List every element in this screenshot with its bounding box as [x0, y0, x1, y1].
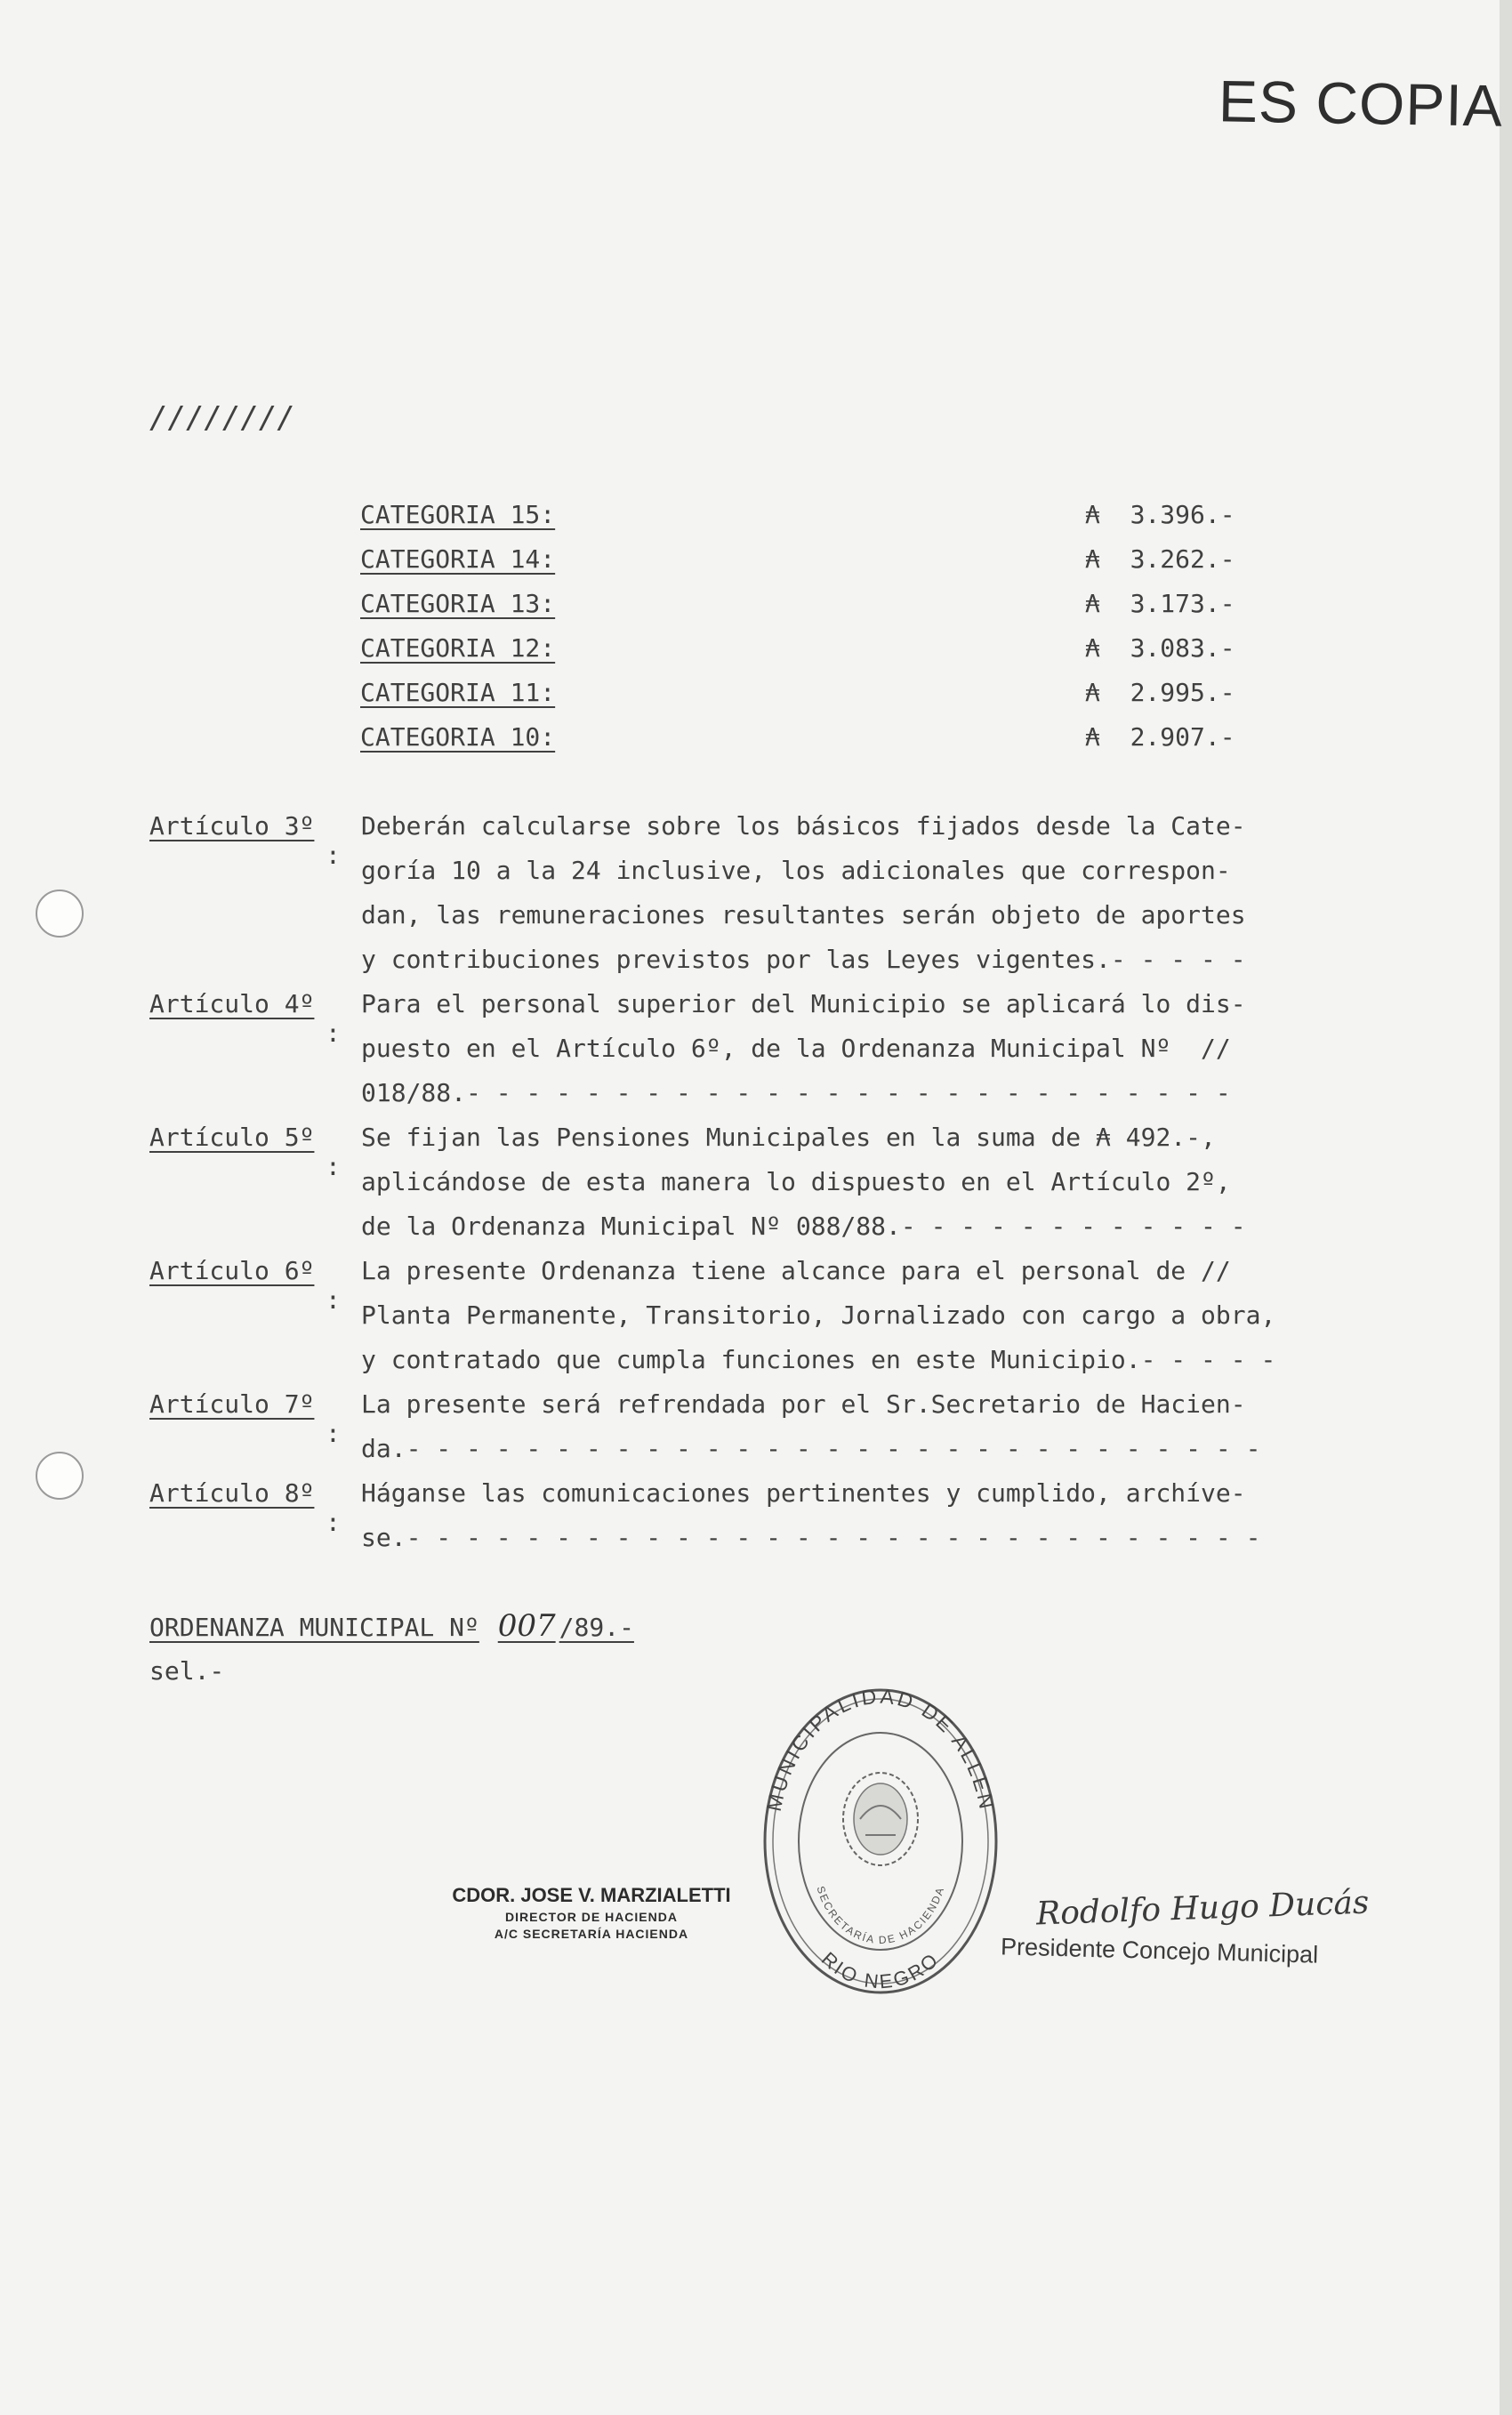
article-colon: : [326, 841, 341, 870]
category-row [360, 589, 1267, 632]
punch-hole-icon [36, 890, 84, 938]
article-label: Artículo 3º [149, 811, 315, 841]
article-line [149, 1345, 1276, 1388]
article-colon: : [326, 1152, 341, 1181]
article-line [149, 856, 1231, 898]
es-copia-stamp: ES COPIA [1218, 68, 1504, 139]
handwritten-signature: Rodolfo Hugo Ducás [1035, 1884, 1370, 1933]
article-colon: : [326, 1419, 341, 1448]
article-line [149, 1523, 1261, 1566]
punch-hole-icon [36, 1452, 84, 1500]
article-line [149, 1256, 1231, 1315]
category-row [360, 544, 1267, 587]
typist-initials: sel.- [149, 1656, 225, 1686]
seal-outer-bottom-text: RIO NEGRO [816, 1947, 945, 1993]
article-label: Artículo 5º [149, 1123, 315, 1152]
ordinance-number-handwritten: 007 [497, 1608, 556, 1644]
article-line [149, 900, 1246, 943]
article-label: Artículo 7º [149, 1389, 315, 1419]
article-text: de la Ordenanza Municipal Nº 088/88.- - - - - - - - - - - - [361, 1212, 1246, 1241]
seal-outer-top-text: MUNICIPALIDAD DE ALLEN [761, 1686, 1000, 1814]
category-amount: ₳ 3.396.- [1085, 500, 1235, 529]
article-text: La presente será refrendada por el Sr.Secretario de Hacien- [361, 1389, 1246, 1419]
category-amount: ₳ 3.262.- [1085, 544, 1235, 574]
svg-text:RIO NEGRO [817, 1947, 944, 1992]
category-label: CATEGORIA 13: [360, 589, 556, 618]
article-label: Artículo 4º [149, 989, 315, 1018]
category-amount: ₳ 2.907.- [1085, 722, 1235, 752]
article-text: da.- - - - - - - - - - - - - - - - - - - - - - - - - - - - - [361, 1434, 1261, 1463]
category-amount: ₳ 2.995.- [1085, 678, 1235, 707]
category-row [360, 633, 1267, 676]
seal-inner-text: SECRETARÍA DE HACIENDA [814, 1884, 947, 1947]
category-label: CATEGORIA 11: [360, 678, 556, 707]
municipal-seal-icon [760, 1686, 1001, 1997]
article-text: Para el personal superior del Municipio se aplicará lo dis- [361, 989, 1246, 1018]
article-text: Deberán calcularse sobre los básicos fijados desde la Cate- [361, 811, 1246, 841]
article-text: aplicándose de esta manera lo dispuesto en el Artículo 2º, [361, 1167, 1231, 1196]
continuation-marks: //////// [149, 400, 295, 436]
article-line [149, 1300, 1276, 1343]
category-label: CATEGORIA 10: [360, 722, 556, 752]
category-label: CATEGORIA 14: [360, 544, 556, 574]
article-label: Artículo 8º [149, 1478, 315, 1508]
article-text: dan, las remuneraciones resultantes serán objeto de aportes [361, 900, 1246, 930]
article-text: goría 10 a la 24 inclusive, los adicionales que correspon- [361, 856, 1231, 885]
ordinance-year: /89.- [559, 1613, 634, 1642]
signatory-role: DIRECTOR DE HACIENDA [505, 1910, 678, 1924]
page-edge [1500, 0, 1512, 2415]
category-label: CATEGORIA 12: [360, 633, 556, 663]
article-text: y contribuciones previstos por las Leyes vigentes.- - - - - [361, 945, 1246, 974]
article-line [149, 1478, 1246, 1537]
svg-text:SECRETARÍA DE HACIENDA [814, 1885, 946, 1946]
article-label: Artículo 6º [149, 1256, 315, 1285]
article-text: 018/88.- - - - - - - - - - - - - - - - - - - - - - - - - - [361, 1078, 1231, 1107]
article-text: Háganse las comunicaciones pertinentes y cumplido, archíve- [361, 1478, 1246, 1508]
article-line [149, 1212, 1246, 1254]
signatory-right-title: Presidente Concejo Municipal [1000, 1933, 1319, 1968]
article-text: se.- - - - - - - - - - - - - - - - - - - - - - - - - - - - - [361, 1523, 1261, 1552]
signatory-role: A/C SECRETARÍA HACIENDA [494, 1927, 689, 1941]
article-text: Planta Permanente, Transitorio, Jornalizado con cargo a obra, [361, 1300, 1276, 1330]
article-line [149, 811, 1246, 870]
category-label: CATEGORIA 15: [360, 500, 556, 529]
article-line [149, 1389, 1246, 1448]
signatory-name: CDOR. JOSE V. MARZIALETTI [452, 1884, 731, 1906]
article-line [149, 1434, 1261, 1477]
article-colon: : [326, 1018, 341, 1048]
category-amount: ₳ 3.083.- [1085, 633, 1235, 663]
category-row [360, 500, 1267, 543]
category-row [360, 722, 1267, 765]
ordinance-label: ORDENANZA MUNICIPAL Nº [149, 1613, 479, 1642]
article-text: La presente Ordenanza tiene alcance para el personal de // [361, 1256, 1231, 1285]
article-colon: : [326, 1285, 341, 1315]
category-amount: ₳ 3.173.- [1085, 589, 1235, 618]
article-line [149, 1167, 1231, 1210]
article-line [149, 989, 1246, 1048]
ordinance-number-line [149, 1608, 634, 1644]
article-line [149, 1078, 1231, 1121]
category-row [360, 678, 1267, 720]
signatory-left-stamp [436, 1884, 747, 1941]
article-line [149, 945, 1246, 987]
article-text: puesto en el Artículo 6º, de la Ordenanza Municipal Nº // [361, 1034, 1231, 1063]
article-text: y contratado que cumpla funciones en este Municipio.- - - - - [361, 1345, 1276, 1374]
article-line [149, 1034, 1231, 1076]
article-line [149, 1123, 1216, 1181]
article-colon: : [326, 1508, 341, 1537]
article-text: Se fijan las Pensiones Municipales en la suma de ₳ 492.-, [361, 1123, 1216, 1152]
